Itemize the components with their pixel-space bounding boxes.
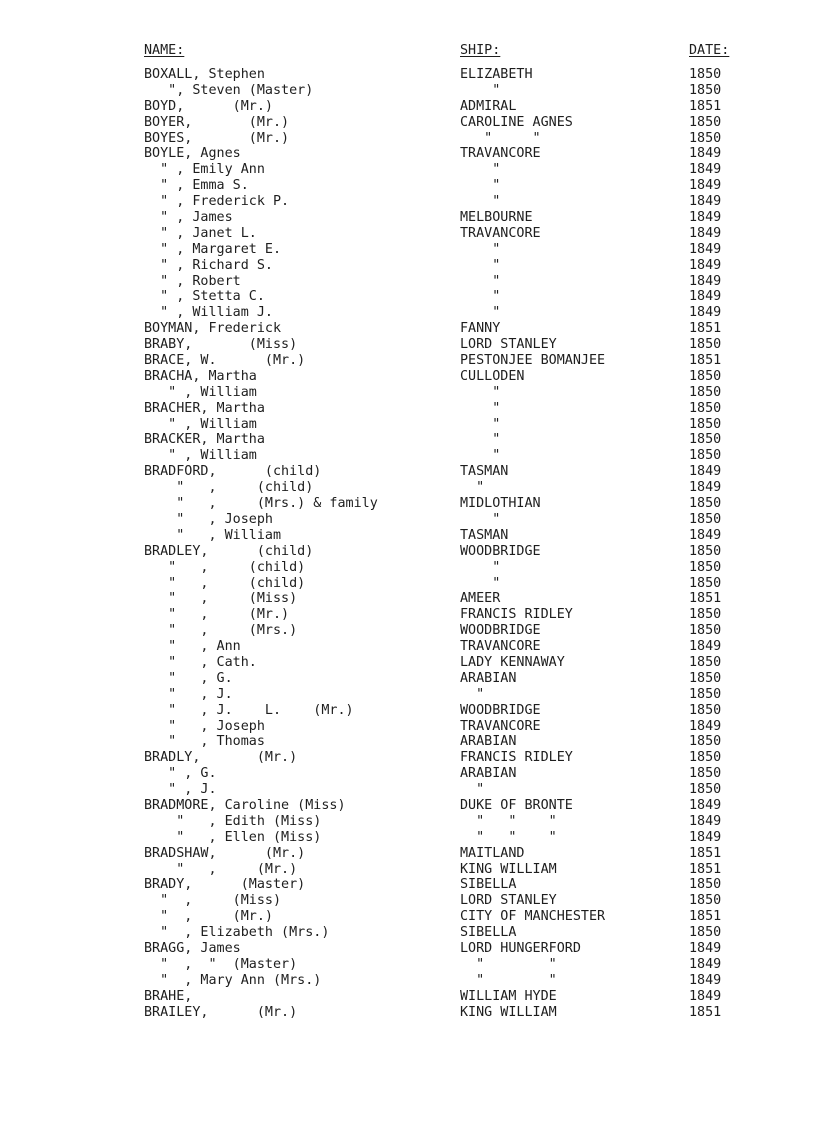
list-row <box>0 687 816 703</box>
ship-name: " <box>460 400 501 416</box>
ship-name: KING WILLIAM <box>460 1004 557 1020</box>
passenger-name: BOYD, (Mr.) <box>144 98 273 114</box>
list-row <box>0 893 816 909</box>
passenger-name: " , Robert <box>144 273 241 289</box>
passenger-name: " , Stetta C. <box>144 289 265 305</box>
passenger-name: BOYLE, Agnes <box>144 146 241 162</box>
ship-name: FRANCIS RIDLEY <box>460 607 573 623</box>
column-header-name: NAME: <box>144 43 185 58</box>
arrival-date: 1849 <box>689 273 722 289</box>
ship-name: " " " <box>460 829 557 845</box>
passenger-name: " , (child) <box>144 575 306 591</box>
ship-name: WOODBRIDGE <box>460 543 541 559</box>
list-row <box>0 353 816 369</box>
passenger-name: " , J. <box>144 782 217 798</box>
arrival-date: 1850 <box>689 114 722 130</box>
passenger-name: BRADFORD, (child) <box>144 464 322 480</box>
arrival-date: 1849 <box>689 797 722 813</box>
list-row <box>0 830 816 846</box>
passenger-name: " , G. <box>144 766 217 782</box>
arrival-date: 1850 <box>689 416 722 432</box>
list-row <box>0 862 816 878</box>
arrival-date: 1850 <box>689 559 722 575</box>
list-row <box>0 734 816 750</box>
list-row <box>0 385 816 401</box>
ship-name: TRAVANCORE <box>460 718 541 734</box>
ship-name: MELBOURNE <box>460 210 533 226</box>
ship-name: " <box>460 575 501 591</box>
arrival-date: 1851 <box>689 591 722 607</box>
arrival-date: 1849 <box>689 829 722 845</box>
list-row <box>0 782 816 798</box>
ship-name: " <box>460 273 501 289</box>
list-row <box>0 925 816 941</box>
passenger-name: " , William <box>144 416 257 432</box>
ship-name: " <box>460 82 501 98</box>
passenger-name: BRADLEY, (child) <box>144 543 314 559</box>
list-row <box>0 941 816 957</box>
arrival-date: 1850 <box>689 750 722 766</box>
passenger-name: BRACKER, Martha <box>144 432 265 448</box>
ship-name: " <box>460 559 501 575</box>
ship-name: ARABIAN <box>460 734 517 750</box>
list-row <box>0 1005 816 1021</box>
ship-name: " " <box>460 956 557 972</box>
passenger-name: BRABY, (Miss) <box>144 337 298 353</box>
arrival-date: 1851 <box>689 845 722 861</box>
arrival-date: 1849 <box>689 194 722 210</box>
arrival-date: 1850 <box>689 67 722 82</box>
list-row <box>0 67 816 83</box>
passenger-name: " , Emma S. <box>144 178 249 194</box>
ship-name: SIBELLA <box>460 877 517 893</box>
list-row <box>0 909 816 925</box>
ship-name: " <box>460 289 501 305</box>
list-row <box>0 401 816 417</box>
ship-name: WOODBRIDGE <box>460 702 541 718</box>
list-row <box>0 83 816 99</box>
arrival-date: 1851 <box>689 861 722 877</box>
arrival-date: 1851 <box>689 321 722 337</box>
list-row <box>0 512 816 528</box>
list-row <box>0 305 816 321</box>
list-row <box>0 989 816 1005</box>
list-row <box>0 178 816 194</box>
list-row <box>0 480 816 496</box>
passenger-name: " , J. L. (Mr.) <box>144 702 354 718</box>
arrival-date: 1850 <box>689 130 722 146</box>
list-row <box>0 274 816 290</box>
ship-name: MIDLOTHIAN <box>460 496 541 512</box>
passenger-name: " , J. <box>144 686 233 702</box>
ship-name: PESTONJEE BOMANJEE <box>460 353 606 369</box>
arrival-date: 1850 <box>689 702 722 718</box>
ship-name: WOODBRIDGE <box>460 623 541 639</box>
passenger-name: " , Elizabeth (Mrs.) <box>144 925 330 941</box>
arrival-date: 1849 <box>689 972 722 988</box>
arrival-date: 1849 <box>689 464 722 480</box>
list-row <box>0 210 816 226</box>
list-row <box>0 289 816 305</box>
passenger-name: BRAGG, James <box>144 940 241 956</box>
passenger-name: BRACHER, Martha <box>144 400 265 416</box>
list-row <box>0 99 816 115</box>
passenger-name: BOXALL, Stephen <box>144 67 265 82</box>
ship-name: " <box>460 511 501 527</box>
ship-name: " <box>460 480 485 496</box>
passenger-name: " , (Miss) <box>144 893 282 909</box>
arrival-date: 1850 <box>689 82 722 98</box>
arrival-date: 1851 <box>689 353 722 369</box>
list-row <box>0 131 816 147</box>
passenger-name: " , Ann <box>144 639 241 655</box>
ship-name: CAROLINE AGNES <box>460 114 573 130</box>
list-row <box>0 448 816 464</box>
ship-name: LORD STANLEY <box>460 337 557 353</box>
arrival-date: 1850 <box>689 607 722 623</box>
passenger-name: " , Mary Ann (Mrs.) <box>144 972 322 988</box>
ship-name: TASMAN <box>460 527 509 543</box>
passenger-name: " , (Mrs.) & family <box>144 496 378 512</box>
list-row <box>0 258 816 274</box>
passenger-name: BRADMORE, Caroline (Miss) <box>144 797 346 813</box>
ship-name: ARABIAN <box>460 766 517 782</box>
passenger-name: " , Joseph <box>144 718 265 734</box>
arrival-date: 1850 <box>689 623 722 639</box>
arrival-date: 1849 <box>689 146 722 162</box>
passenger-name: " , Edith (Miss) <box>144 813 322 829</box>
passenger-list <box>0 67 816 1020</box>
passenger-name: " , William <box>144 384 257 400</box>
list-row <box>0 671 816 687</box>
ship-name: ADMIRAL <box>460 98 517 114</box>
arrival-date: 1850 <box>689 432 722 448</box>
ship-name: AMEER <box>460 591 501 607</box>
arrival-date: 1850 <box>689 654 722 670</box>
ship-name: " <box>460 178 501 194</box>
ship-name: " <box>460 686 485 702</box>
arrival-date: 1849 <box>689 289 722 305</box>
arrival-date: 1849 <box>689 527 722 543</box>
passenger-name: " , Emily Ann <box>144 162 265 178</box>
ship-name: LADY KENNAWAY <box>460 654 565 670</box>
passenger-name: " , (Mr.) <box>144 607 290 623</box>
ship-name: " <box>460 257 501 273</box>
list-row <box>0 719 816 735</box>
list-row <box>0 560 816 576</box>
arrival-date: 1850 <box>689 543 722 559</box>
list-row <box>0 337 816 353</box>
arrival-date: 1851 <box>689 909 722 925</box>
arrival-date: 1850 <box>689 575 722 591</box>
list-row <box>0 432 816 448</box>
ship-name: " <box>460 416 501 432</box>
arrival-date: 1849 <box>689 210 722 226</box>
passenger-name: BOYMAN, Frederick <box>144 321 282 337</box>
ship-name: LORD STANLEY <box>460 893 557 909</box>
ship-name: " " <box>460 130 541 146</box>
arrival-date: 1850 <box>689 877 722 893</box>
list-row <box>0 814 816 830</box>
passenger-name: BRACHA, Martha <box>144 368 257 384</box>
list-row <box>0 655 816 671</box>
list-row <box>0 877 816 893</box>
arrival-date: 1850 <box>689 686 722 702</box>
arrival-date: 1850 <box>689 734 722 750</box>
arrival-date: 1850 <box>689 766 722 782</box>
arrival-date: 1849 <box>689 988 722 1004</box>
ship-name: " " " <box>460 813 557 829</box>
arrival-date: 1850 <box>689 337 722 353</box>
arrival-date: 1849 <box>689 813 722 829</box>
passenger-name: " , (child) <box>144 480 314 496</box>
passenger-name: " , Richard S. <box>144 257 273 273</box>
list-row <box>0 639 816 655</box>
arrival-date: 1849 <box>689 257 722 273</box>
passenger-name: " , William <box>144 527 282 543</box>
ship-name: SIBELLA <box>460 925 517 941</box>
list-row <box>0 417 816 433</box>
passenger-name: " , Thomas <box>144 734 265 750</box>
list-row <box>0 576 816 592</box>
list-row <box>0 496 816 512</box>
ship-name: CULLODEN <box>460 368 525 384</box>
list-row <box>0 846 816 862</box>
list-row <box>0 703 816 719</box>
arrival-date: 1849 <box>689 956 722 972</box>
passenger-name: " , Frederick P. <box>144 194 290 210</box>
list-row <box>0 226 816 242</box>
list-row <box>0 766 816 782</box>
arrival-date: 1850 <box>689 400 722 416</box>
ship-name: " <box>460 305 501 321</box>
list-row <box>0 242 816 258</box>
column-header-ship: SHIP: <box>460 43 501 58</box>
list-row <box>0 194 816 210</box>
passenger-name: " , Margaret E. <box>144 241 282 257</box>
passenger-name: " , William <box>144 448 257 464</box>
passenger-name: BRACE, W. (Mr.) <box>144 353 306 369</box>
ship-name: FRANCIS RIDLEY <box>460 750 573 766</box>
list-row <box>0 544 816 560</box>
list-row <box>0 798 816 814</box>
list-row <box>0 464 816 480</box>
passenger-name: " , (Mr.) <box>144 909 273 925</box>
arrival-date: 1849 <box>689 178 722 194</box>
arrival-date: 1850 <box>689 511 722 527</box>
passenger-name: " , Joseph <box>144 511 273 527</box>
list-row <box>0 115 816 131</box>
ship-name: " <box>460 448 501 464</box>
ship-name: " " <box>460 972 557 988</box>
ship-name: TRAVANCORE <box>460 639 541 655</box>
arrival-date: 1849 <box>689 639 722 655</box>
passenger-name: " , Janet L. <box>144 225 257 241</box>
list-row <box>0 146 816 162</box>
passenger-name: BRADY, (Master) <box>144 877 306 893</box>
list-row <box>0 750 816 766</box>
list-row <box>0 591 816 607</box>
passenger-name: BOYES, (Mr.) <box>144 130 290 146</box>
ship-name: " <box>460 241 501 257</box>
arrival-date: 1850 <box>689 925 722 941</box>
arrival-date: 1849 <box>689 241 722 257</box>
arrival-date: 1851 <box>689 1004 722 1020</box>
passenger-name: " , (Mrs.) <box>144 623 298 639</box>
ship-name: " <box>460 194 501 210</box>
arrival-date: 1850 <box>689 448 722 464</box>
ship-name: ARABIAN <box>460 670 517 686</box>
ship-name: " <box>460 782 485 798</box>
list-row <box>0 957 816 973</box>
arrival-date: 1851 <box>689 98 722 114</box>
passenger-name: " , William J. <box>144 305 273 321</box>
arrival-date: 1849 <box>689 305 722 321</box>
passenger-name: BRAILEY, (Mr.) <box>144 1004 298 1020</box>
passenger-name: BOYER, (Mr.) <box>144 114 290 130</box>
arrival-date: 1849 <box>689 718 722 734</box>
ship-name: FANNY <box>460 321 501 337</box>
passenger-name: " , " (Master) <box>144 956 298 972</box>
arrival-date: 1850 <box>689 384 722 400</box>
arrival-date: 1850 <box>689 670 722 686</box>
ship-name: LORD HUNGERFORD <box>460 940 581 956</box>
list-row <box>0 321 816 337</box>
arrival-date: 1849 <box>689 162 722 178</box>
passenger-name: BRADSHAW, (Mr.) <box>144 845 306 861</box>
ship-name: TASMAN <box>460 464 509 480</box>
ship-name: CITY OF MANCHESTER <box>460 909 606 925</box>
passenger-name: " , Cath. <box>144 654 257 670</box>
arrival-date: 1849 <box>689 480 722 496</box>
list-row <box>0 607 816 623</box>
list-row <box>0 528 816 544</box>
ship-name: " <box>460 384 501 400</box>
passenger-name: BRADLY, (Mr.) <box>144 750 298 766</box>
passenger-name: " , James <box>144 210 233 226</box>
column-header-date: DATE: <box>689 43 730 58</box>
ship-name: DUKE OF BRONTE <box>460 797 573 813</box>
arrival-date: 1850 <box>689 782 722 798</box>
ship-name: ELIZABETH <box>460 67 533 82</box>
ship-name: " <box>460 162 501 178</box>
ship-name: TRAVANCORE <box>460 225 541 241</box>
passenger-name: " , (Miss) <box>144 591 298 607</box>
ship-name: " <box>460 432 501 448</box>
ship-name: KING WILLIAM <box>460 861 557 877</box>
arrival-date: 1849 <box>689 225 722 241</box>
passenger-name: ", Steven (Master) <box>144 82 314 98</box>
passenger-name: " , (child) <box>144 559 306 575</box>
list-row <box>0 369 816 385</box>
arrival-date: 1850 <box>689 368 722 384</box>
list-row <box>0 623 816 639</box>
passenger-name: " , G. <box>144 670 233 686</box>
arrival-date: 1850 <box>689 893 722 909</box>
ship-name: WILLIAM HYDE <box>460 988 557 1004</box>
arrival-date: 1849 <box>689 940 722 956</box>
list-row <box>0 162 816 178</box>
arrival-date: 1850 <box>689 496 722 512</box>
passenger-name: " , (Mr.) <box>144 861 298 877</box>
list-row <box>0 973 816 989</box>
passenger-name: " , Ellen (Miss) <box>144 829 322 845</box>
ship-name: MAITLAND <box>460 845 525 861</box>
ship-name: TRAVANCORE <box>460 146 541 162</box>
passenger-name: BRAHE, <box>144 988 193 1004</box>
